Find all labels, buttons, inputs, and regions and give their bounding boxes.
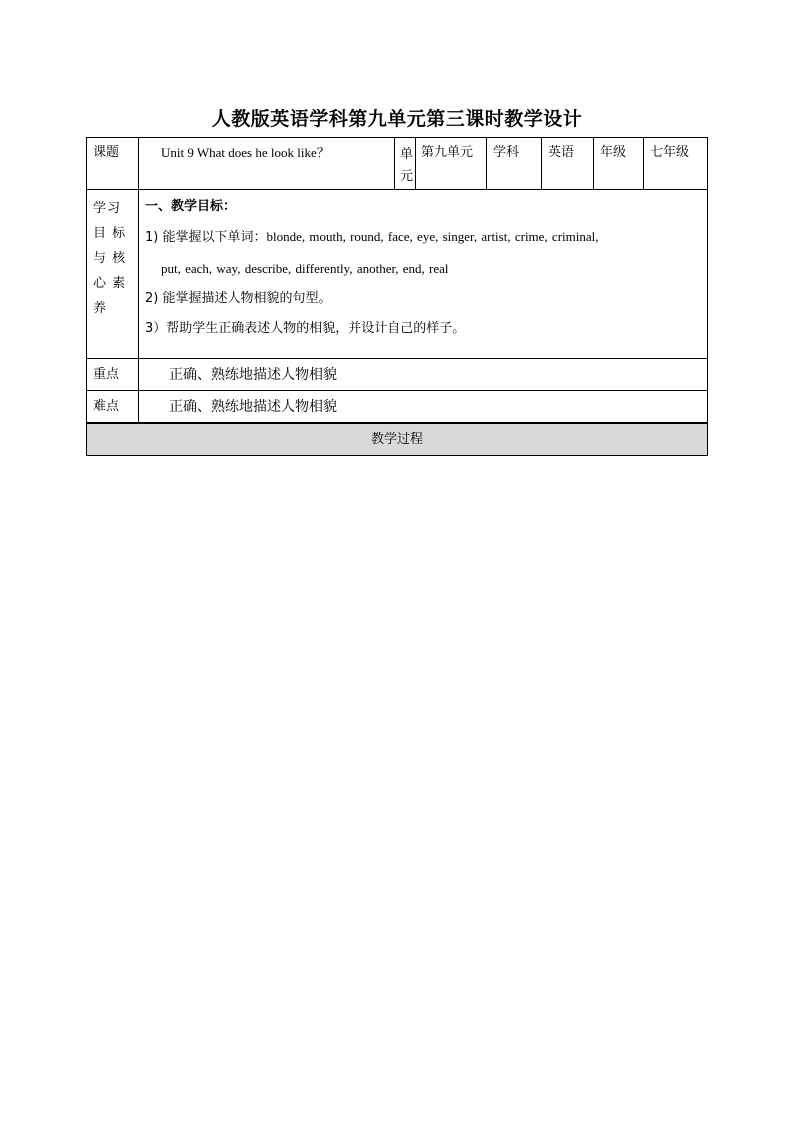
difficulty-value-cell <box>139 391 708 423</box>
goals-row <box>87 190 708 359</box>
difficulty-row <box>87 391 708 423</box>
goals-heading: 一、教学目标： <box>145 199 237 214</box>
lesson-plan-table <box>86 137 708 423</box>
goals-label-line: 与 核 <box>93 251 127 266</box>
goal-item-1-words: blonde, mouth, round, face, eye, singer, artist, crime, criminal, <box>266 229 599 244</box>
goals-label-line: 养 <box>93 301 108 316</box>
unit-value-cell <box>416 138 487 190</box>
key-points-row <box>87 359 708 391</box>
goals-label-cell <box>87 190 139 359</box>
key-label: 重点 <box>93 367 120 382</box>
key-value-cell <box>139 359 708 391</box>
grade-value: 七年级 <box>650 145 690 160</box>
subject-value: 英语 <box>548 145 575 160</box>
subject-value-cell <box>542 138 594 190</box>
unit-label-cell <box>395 138 416 190</box>
goal-item-1-words-cont: put, each, way, describe, differently, another, end, real <box>161 261 449 276</box>
document-title: 人教版英语学科第九单元第三课时教学设计 <box>211 108 583 130</box>
topic-value: Unit 9 What does he look like？ <box>161 145 330 160</box>
goal-item-2: 2) 能掌握描述人物相貌的句型。 <box>145 291 332 306</box>
key-label-cell <box>87 359 139 391</box>
header-row <box>87 138 708 190</box>
difficulty-label-cell <box>87 391 139 423</box>
difficulty-value: 正确、熟练地描述人物相貌 <box>169 399 337 415</box>
subject-label: 学科 <box>493 145 520 160</box>
topic-label-cell <box>87 138 139 190</box>
grade-label: 年级 <box>600 145 627 160</box>
topic-label: 课题 <box>93 145 120 160</box>
topic-value-cell <box>139 138 395 190</box>
unit-value: 第九单元 <box>421 145 474 160</box>
grade-label-cell <box>594 138 644 190</box>
difficulty-label: 难点 <box>93 399 120 414</box>
goals-label-line: 学习 <box>93 201 122 216</box>
goal-item-3: 3）帮助学生正确表述人物的相貌，并设计自己的样子。 <box>145 321 466 336</box>
goals-content-cell <box>139 190 708 359</box>
subject-label-cell <box>487 138 542 190</box>
teaching-process-bar: 教学过程 <box>86 423 708 456</box>
grade-value-cell <box>644 138 708 190</box>
key-value: 正确、熟练地描述人物相貌 <box>169 367 337 383</box>
goals-label-line: 心 素 <box>93 276 127 291</box>
goal-item-1-prefix: 1) 能掌握以下单词： <box>145 230 267 245</box>
unit-label-line1: 单 <box>400 147 414 162</box>
goal-item-1 <box>139 228 707 247</box>
unit-label-line2: 元 <box>400 169 414 184</box>
goals-label-line: 目 标 <box>93 226 127 241</box>
